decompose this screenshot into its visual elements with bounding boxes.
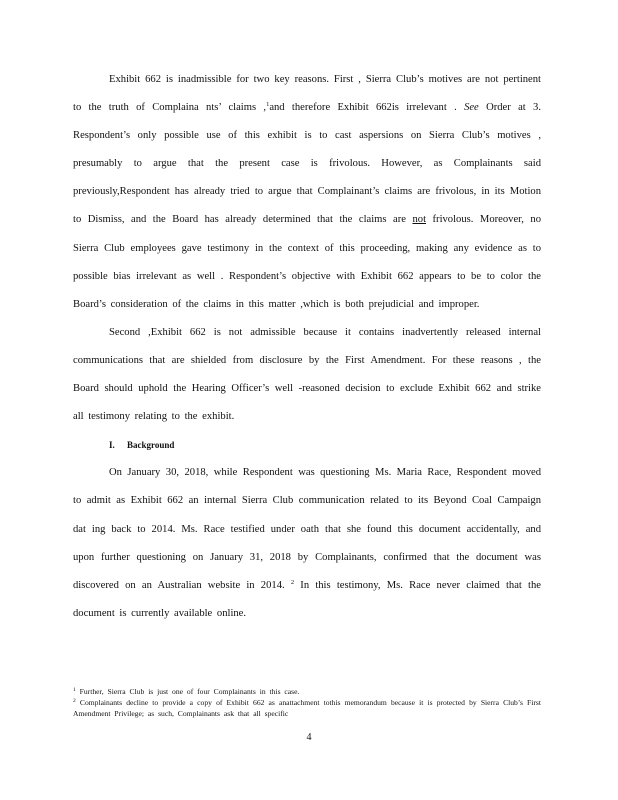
paragraph-text: Order at 3. Respondent’s only possible use of this exhibit is to cast aspersions on Sierra Club’s motives , presumably to argue that the present case is frivolous. However, as Complainants said previously,Respondent has already tried to argue that Complainant’s claims are frivolous, in its Motion to Dismiss, and the Board has already determined that the claims are <box>73 102 541 226</box>
section-number: I. <box>109 440 115 451</box>
footnote-mark: 2 <box>73 698 76 704</box>
document-body <box>73 66 541 628</box>
paragraph-text: On January 30, 2018, while Respondent was questioning Ms. Maria Race, Respondent moved to admit as Exhibit 662 an internal Sierra Club communication related to its Beyond Coal Campaign dat ing back to 2014. Ms. Race testified under oath that she found this document accidentally, and upon further questioning on January 31, 2018 by Complainants, confirmed that the document was discovered on an Australian website in 2014. <box>73 467 541 591</box>
footnote-mark: 1 <box>73 687 76 693</box>
footnote-text: Complainants decline to provide a copy of Exhibit 662 as anattachment tothis memorandum because it is protected by Sierra Club’s First Amendment Privilege; as such, Complainants ask that all specific <box>73 698 541 718</box>
footnotes <box>73 686 541 719</box>
footnote-text: Further, Sierra Club is just one of four Complainants in this case. <box>79 687 300 696</box>
citation-signal: See <box>464 102 479 114</box>
footnote-ref-2[interactable]: 2 <box>290 578 295 586</box>
paragraph-inadmissible-reasons <box>73 66 541 319</box>
paragraph-background <box>73 459 541 628</box>
paragraph-text: In this testimony, Ms. Race never claimed that the document is currently available online. <box>73 579 541 619</box>
paragraph-first-amendment: Second ,Exhibit 662 is not admissible because it contains inadvertently released internal communications that are shielded from disclosure by the First Amendment. For these reasons , the Board should uphold the Hearing Officer’s well -reasoned decision to exclude Exhibit 662 and strike all testimony relating to the exhibit. <box>73 326 541 423</box>
footnote-ref-1[interactable]: 1 <box>266 101 270 109</box>
footnote-2 <box>73 697 541 719</box>
page-number: 4 <box>306 732 312 743</box>
footnote-divider <box>73 680 213 681</box>
paragraph-text: frivolous. Moreover, no Sierra Club employees gave testimony in the context of this proceeding, making any evidence as to possible bias irrelevant as well . Respondent’s objective with Exhibit 662 appears to be to color the Board’s consideration of the claims in this matter ,which is both prejudicial and improper. <box>73 214 541 310</box>
paragraph-text: and therefore Exhibit 662is irrelevant . <box>269 102 457 114</box>
footnote-1 <box>73 686 541 697</box>
underlined-word: not <box>412 214 427 226</box>
section-heading <box>73 431 541 459</box>
section-title: Background <box>127 440 175 451</box>
paragraph-text: Exhibit 662 is inadmissible for two key reasons. First , Sierra Club’s motives are not pertinent to the truth of Complaina nts’ claims , <box>73 74 541 114</box>
